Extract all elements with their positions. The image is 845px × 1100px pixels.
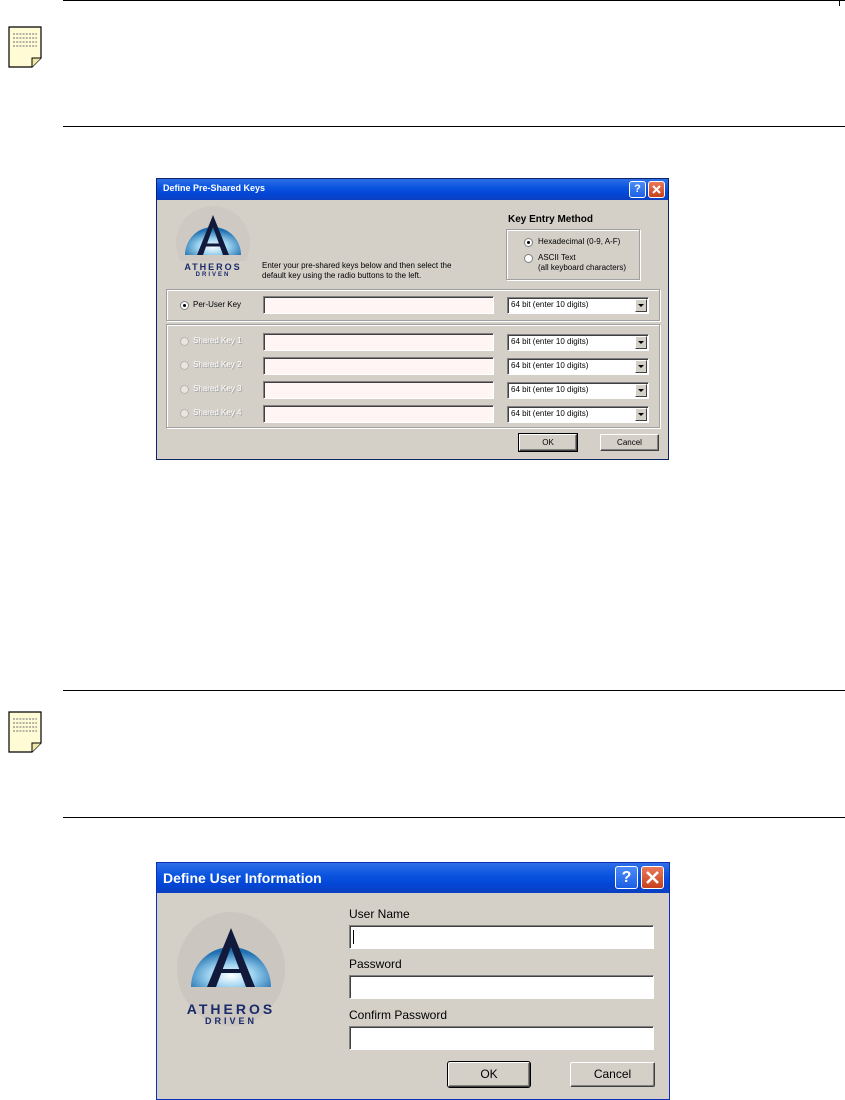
shared-key-3-radio[interactable] — [180, 385, 189, 394]
help-icon[interactable]: ? — [615, 866, 638, 889]
logo-line1: ATHEROS — [186, 1001, 276, 1017]
key-entry-method-label: Key Entry Method — [508, 214, 594, 225]
note2-top-rule — [63, 690, 845, 691]
dialog-titlebar — [157, 863, 669, 893]
shared-key-4-length-select[interactable] — [507, 406, 649, 423]
logo-line2: DRIVEN — [204, 1016, 257, 1026]
shared-key-4-length-value: 64 bit (enter 10 digits) — [511, 409, 589, 418]
shared-key-3-label: Shared Key 3 — [193, 384, 242, 393]
password-input[interactable] — [349, 975, 654, 999]
shared-key-2-length-value: 64 bit (enter 10 digits) — [511, 361, 589, 370]
per-user-key-input[interactable] — [263, 296, 494, 314]
per-user-key-length-select[interactable] — [507, 297, 649, 314]
text-caret — [353, 930, 354, 944]
top-rule — [63, 0, 845, 1]
instruction-line1: Enter your pre-shared keys below and then select the — [262, 261, 452, 270]
shared-key-1-length-select[interactable] — [507, 334, 649, 351]
dropdown-arrow-icon[interactable] — [635, 384, 647, 397]
shared-key-3-length-select[interactable] — [507, 382, 649, 399]
shared-key-1-input[interactable] — [263, 333, 494, 351]
shared-key-1-radio[interactable] — [180, 337, 189, 346]
per-user-key-length-value: 64 bit (enter 10 digits) — [511, 300, 589, 309]
user-information-dialog — [156, 862, 670, 1100]
ascii-radio[interactable] — [524, 254, 533, 263]
logo-line2: DRIVEN — [195, 272, 231, 278]
user-name-label: User Name — [349, 907, 410, 921]
shared-key-4-radio[interactable] — [180, 409, 189, 418]
note2-bottom-rule — [63, 817, 845, 818]
instruction-line2: default key using the radio buttons to the left. — [262, 271, 422, 280]
cancel-button[interactable]: Cancel — [600, 434, 659, 451]
dropdown-arrow-icon[interactable] — [635, 336, 647, 349]
pre-shared-keys-dialog — [156, 178, 669, 460]
help-icon[interactable]: ? — [629, 181, 646, 198]
cancel-button[interactable]: Cancel — [570, 1062, 655, 1087]
per-user-key-radio[interactable] — [180, 301, 189, 310]
password-label: Password — [349, 957, 402, 971]
ascii-option-sublabel: (all keyboard characters) — [538, 263, 627, 272]
ok-button[interactable]: OK — [448, 1062, 530, 1087]
shared-key-2-length-select[interactable] — [507, 358, 649, 375]
ok-button[interactable]: OK — [519, 434, 577, 451]
shared-key-3-input[interactable] — [263, 381, 494, 399]
hex-option-label: Hexadecimal (0-9, A-F) — [538, 237, 621, 246]
shared-key-3-length-value: 64 bit (enter 10 digits) — [511, 385, 589, 394]
ascii-option-label: ASCII Text — [538, 253, 576, 262]
shared-key-2-label: Shared Key 2 — [193, 360, 242, 369]
atheros-logo-icon — [175, 205, 251, 261]
logo-line1: ATHEROS — [184, 262, 242, 272]
dialog-title: Define Pre-Shared Keys — [163, 183, 266, 193]
dropdown-arrow-icon[interactable] — [635, 299, 647, 312]
close-icon[interactable] — [641, 866, 664, 889]
dialog-titlebar — [157, 179, 668, 200]
shared-key-2-input[interactable] — [263, 357, 494, 375]
confirm-password-input[interactable] — [349, 1026, 654, 1050]
note-icon — [8, 26, 42, 68]
per-user-key-label: Per-User Key — [193, 300, 242, 309]
close-icon[interactable] — [648, 181, 665, 198]
user-name-input[interactable] — [349, 925, 654, 949]
shared-key-2-radio[interactable] — [180, 361, 189, 370]
dropdown-arrow-icon[interactable] — [635, 360, 647, 373]
shared-key-4-input[interactable] — [263, 405, 494, 423]
note-bottom-rule — [63, 126, 845, 127]
confirm-password-label: Confirm Password — [349, 1008, 448, 1022]
shared-key-4-label: Shared Key 4 — [193, 408, 242, 417]
hex-radio[interactable] — [524, 238, 533, 247]
dropdown-arrow-icon[interactable] — [635, 408, 647, 421]
note-icon — [8, 711, 42, 753]
dialog-title: Define User Information — [163, 870, 322, 886]
shared-key-1-label: Shared Key 1 — [193, 336, 242, 345]
shared-key-1-length-value: 64 bit (enter 10 digits) — [511, 337, 589, 346]
